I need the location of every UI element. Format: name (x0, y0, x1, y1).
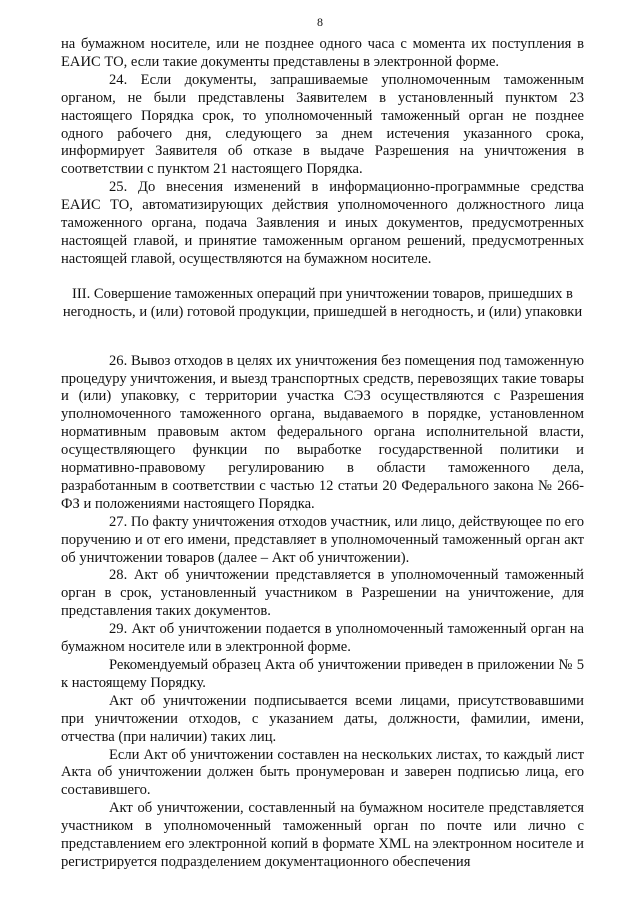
paragraph-29-sheets: Если Акт об уничтожении составлен на нескольких листах, то каждый лист Акта об уничтожении должен быть пронумерован и заверен подписью лица, его составившего. (61, 746, 584, 799)
paragraph-29-submission: Акт об уничтожении, составленный на бумажном носителе представляется участником в уполномоченный таможенный орган по почте или лично с представлением его электронной копий в формате XML на электронном носителе и регистрируется подразделением документационного обеспечения (61, 800, 584, 870)
document-body (61, 36, 584, 872)
page-number: 8 (317, 15, 323, 29)
paragraph-continuation: на бумажном носителе, или не позднее одного часа с момента их поступления в ЕАИС ТО, если такие документы представлены в электронной форме. (61, 36, 584, 70)
section-heading: III. Совершение таможенных операций при уничтожении товаров, пришедших в негодность, и (или) готовой продукции, пришедшей в негодность, и (или) упаковки (62, 285, 583, 320)
paragraph-24: 24. Если документы, запрашиваемые уполномоченным таможенным органом, не были представлены Заявителем в установленный пунктом 23 настоящего Порядка срок, то уполномоченный таможенный орган не позднее одного рабочего дня, следующего за днем истечения указанного срока, информирует Заявителя об отказе в выдаче Разрешения на уничтожения в соответствии с пунктом 21 настоящего Порядка. (61, 71, 584, 178)
paragraph-27: 27. По факту уничтожения отходов участник, или лицо, действующее по его поручению и от его имени, представляет в уполномоченный таможенный орган акт об уничтожении товаров (далее – Акт об уничтожении). (61, 513, 584, 566)
paragraph-29: 29. Акт об уничтожении подается в уполномоченный таможенный орган на бумажном носителе или в электронной форме. (61, 621, 584, 656)
paragraph-25: 25. До внесения изменений в информационно-программные средства ЕАИС ТО, автоматизирующих действия уполномоченного должностного лица таможенного органа, подача Заявления и иных документов, предусмотренных настоящей главой, и принятие таможенным органом решений, предусмотренных настоящей главой, осуществляются на бумажном носителе. (61, 179, 584, 267)
paragraph-28: 28. Акт об уничтожении представляется в уполномоченный таможенный орган в срок, установленный участником в Разрешении на уничтожение, для представления таких документов. (61, 567, 584, 620)
paragraph-29-sample: Рекомендуемый образец Акта об уничтожении приведен в приложении № 5 к настоящему Порядку. (61, 657, 584, 691)
paragraph-26: 26. Вывоз отходов в целях их уничтожения без помещения под таможенную процедуру уничтожения, и выезд транспортных средств, перевозящих такие товары и (или) упаковку, с территории участка СЭЗ осуществляются с Разрешения уполномоченного таможенного органа, выдаваемого в порядке, установленном нормативным правовым актом федерального органа исполнительной власти, осуществляющего функции по выработке государственной политики и нормативно-правовому регулированию в области таможенного дела, разработанным в соответствии с частью 12 статьи 20 Федерального закона № 266-ФЗ и положениями настоящего Порядка. (61, 352, 584, 512)
paragraph-29-signing: Акт об уничтожении подписывается всеми лицами, присутствовавшими при уничтожении отходов, с указанием даты, должности, фамилии, имени, отчества (при наличии) таких лиц. (61, 692, 584, 745)
